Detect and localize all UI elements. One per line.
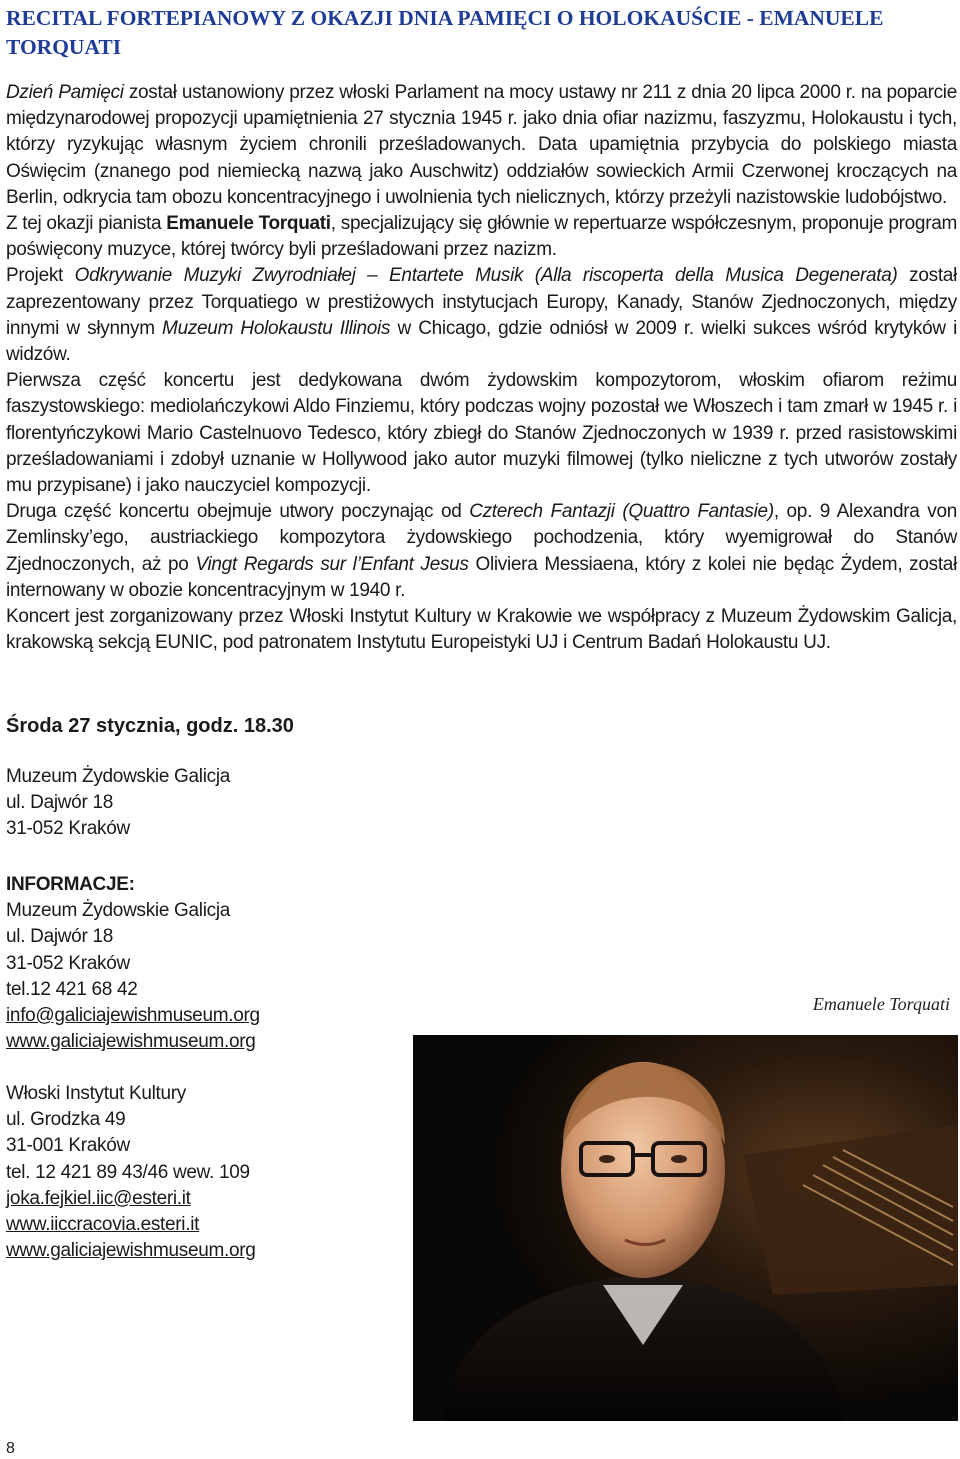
institute-phone: tel. 12 421 89 43/46 wew. 109	[6, 1161, 250, 1183]
institute-name: Włoski Instytut Kultury	[6, 1083, 186, 1104]
paragraph-first-part	[6, 368, 957, 499]
museum-street: ul. Dajwór 18	[6, 926, 113, 948]
paragraph-day-of-remembrance	[6, 80, 957, 211]
photo-caption: Emanuele Torquati	[812, 994, 950, 1014]
bold-name: Emanuele Torquati	[166, 213, 331, 235]
italic-phrase: Odkrywanie Muzyki Zwyrodniałej – Entartete Musik (Alla riscoperta della Musica Degenerata)	[74, 265, 898, 287]
text-run: Projekt	[6, 265, 75, 287]
text-run: , op. 9 Alexandra von Zemlinsky’ego, austriackiego kompozytora żydowskiego pochodzenia, który wyemigrował do Stanów Zjednoczonych, aż po	[6, 501, 957, 575]
text-run: , specjalizujący się głównie w repertuarze współczesnym, proponuje program poświęcony muzyce, której twórcy byli prześladowani przez nazizm.	[6, 213, 958, 261]
paragraph-organizers	[6, 604, 957, 656]
text-run: Pierwsza część koncertu jest dedykowana dwóm żydowskim kompozytorom, włoskim ofiarom reżimu faszystowskiego: mediolańczykowi Aldo Finziemu, który podczas wojny pozostał we Włoszech i tam zmarł w 1945 r. i florentyńczykowi Mario Castelnuovo Tedesco, który zbiegł do Stanów Zjednoczonych w 1939 r. przed rasistowskimi prześladowaniami i zdobył uznanie w Hollywood jako autor muzyki filmowej (tylko nieliczne z tych utworów zostały mu przypisane) i jako nauczyciel kompozycji.	[6, 370, 957, 497]
museum-email-link[interactable]: info@galiciajewishmuseum.org	[6, 1005, 260, 1027]
italic-phrase: Czterech Fantazji (Quattro Fantasie)	[469, 501, 774, 523]
venue-city: 31-052 Kraków	[6, 818, 130, 840]
italic-phrase: Dzień Pamięci	[6, 82, 124, 103]
italic-phrase: Vingt Regards sur l’Enfant Jesus	[195, 553, 469, 575]
museum-name: Muzeum Żydowskie Galicja	[6, 900, 231, 922]
text-run: Oliviera Messiaena, który z kolei nie będąc Żydem, został internowany w obozie koncentracyjnym w 1940 r.	[6, 553, 957, 601]
museum-website-link[interactable]: www.galiciajewishmuseum.org	[6, 1031, 256, 1053]
info-heading: INFORMACJE:	[6, 874, 135, 895]
museum-city: 31-052 Kraków	[6, 952, 130, 974]
text-run: w Chicago, gdzie odniósł w 2009 r. wielki sukces wśród krytyków i widzów.	[6, 317, 957, 366]
venue-address	[6, 764, 230, 843]
text-run: został ustanowiony przez włoski Parlament na mocy ustawy nr 211 z dnia 20 lipca 2000 r. na poparcie międzynarodowej propozycji upamiętnienia 27 stycznia 1945 r. jako dnia ofiar nazizmu, faszyzmu, Holokaustu i tych, którzy ryzykując własnym życiem chronili prześladowanych. Data upamiętnia przybycia do polskiego miasta Oświęcim (znanego pod niemiecką nazwą jako Auschwitz) oddziałów sowieckich Armii Czerwonej kroczących na Berlin, odkrycia tam obozu koncentracyjnego i uwolnienia tych nielicznych, którzy przeżyli nazistowskie ludobójstwo.	[6, 82, 957, 208]
pianist-portrait-illustration	[413, 1035, 958, 1421]
institute-website-link[interactable]: www.iiccracovia.esteri.it	[6, 1214, 200, 1236]
page-number: 8	[6, 1440, 15, 1457]
venue-name: Muzeum Żydowskie Galicja	[6, 766, 231, 787]
paragraph-second-part	[6, 499, 957, 604]
text-run: Druga część koncertu obejmuje utwory poczynając od	[6, 501, 470, 523]
museum-phone: tel.12 421 68 42	[6, 978, 138, 1000]
venue-street: ul. Dajwór 18	[6, 792, 113, 814]
text-run: Koncert jest zorganizowany przez Włoski Instytut Kultury w Krakowie we współpracy z Muzeum Żydowskim Galicja, krakowską sekcją EUNIC, pod patronatem Instytutu Europeistyki UJ i Centrum Badań Holokaustu UJ.	[6, 606, 957, 654]
info-museum	[6, 872, 260, 1055]
institute-email-link[interactable]: joka.fejkiel.iic@esteri.it	[6, 1187, 191, 1209]
article-title: RECITAL FORTEPIANOWY Z OKAZJI DNIA PAMIĘCI O HOLOKAUŚCIE - EMANUELE TORQUATI	[6, 6, 884, 59]
institute-city: 31-001 Kraków	[6, 1135, 130, 1157]
museum-website-link-2[interactable]: www.galiciajewishmuseum.org	[6, 1240, 256, 1262]
info-institute	[6, 1081, 256, 1264]
text-run: został zaprezentowany przez Torquatiego w prestiżowych instytucjach Europy, Kanady, Stanów Zjednoczonych, między innymi w słynnym	[6, 265, 957, 339]
paragraph-project	[6, 263, 957, 368]
article-body	[6, 80, 957, 656]
italic-phrase: Muzeum Holokaustu Illinois	[162, 317, 391, 339]
paragraph-pianist	[6, 211, 957, 263]
event-date-time: Środa 27 stycznia, godz. 18.30	[6, 715, 294, 737]
institute-street: ul. Grodzka 49	[6, 1109, 126, 1131]
text-run: Z tej okazji pianista	[6, 213, 167, 235]
pianist-photo	[413, 1035, 958, 1421]
